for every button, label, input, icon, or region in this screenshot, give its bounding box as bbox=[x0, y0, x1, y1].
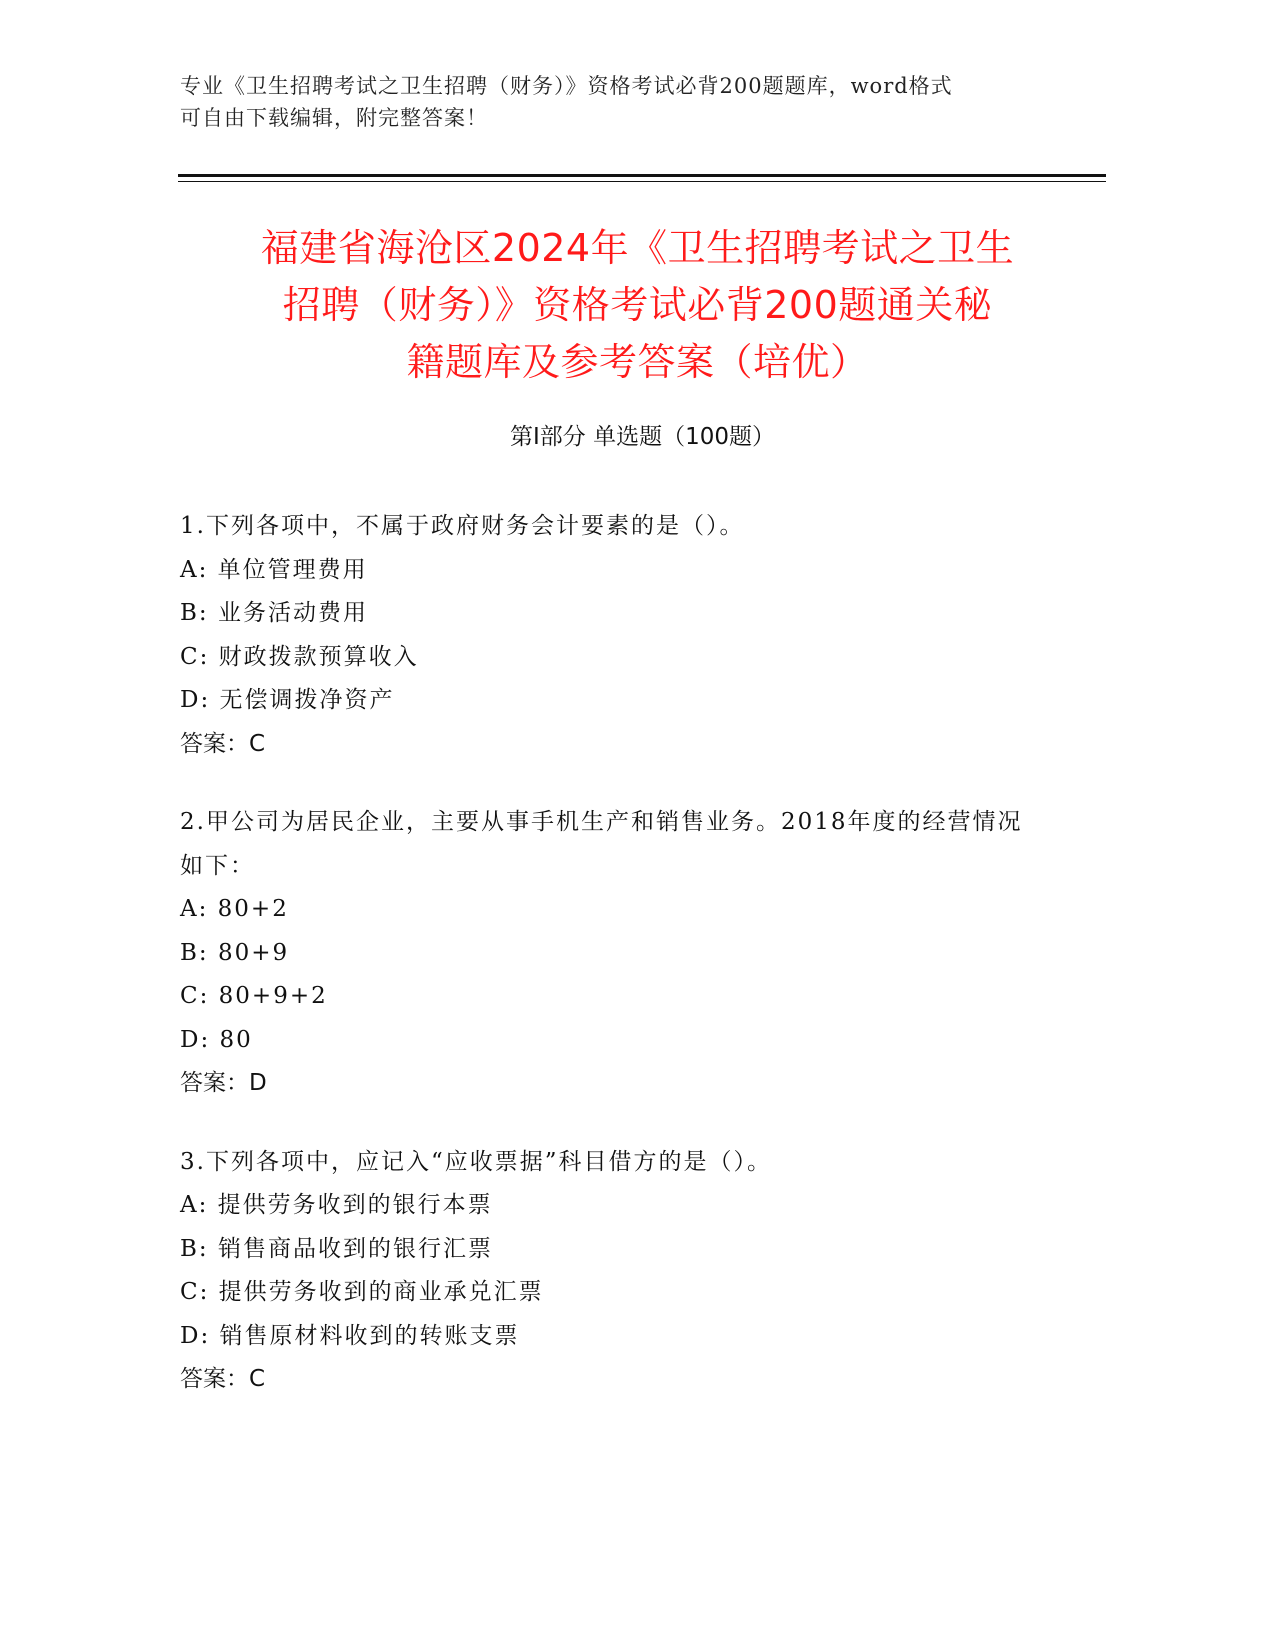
answer: 答案：D bbox=[180, 1070, 267, 1096]
option-c: C: 提供劳务收到的商业承兑汇票 bbox=[180, 1279, 544, 1305]
option-b: B: 业务活动费用 bbox=[180, 600, 368, 626]
question-3 bbox=[180, 1141, 1040, 1402]
header-rule-thin bbox=[178, 181, 1106, 182]
header-note bbox=[180, 70, 1050, 134]
option-a: A: 80+2 bbox=[180, 896, 289, 922]
document-title-line-1: 福建省海沧区2024年《卫生招聘考试之卫生 bbox=[260, 226, 1015, 270]
option-a: A: 单位管理费用 bbox=[180, 556, 368, 583]
question-list bbox=[180, 505, 1040, 1437]
option-c: C: 80+9+2 bbox=[180, 983, 328, 1009]
question-stem: 2.甲公司为居民企业，主要从事手机生产和销售业务。2018年度的经营情况如下： bbox=[180, 809, 1023, 879]
document-title-line-2: 招聘（财务）》资格考试必背200题通关秘 bbox=[282, 283, 993, 327]
header-note-line-1: 专业《卫生招聘考试之卫生招聘（财务）》资格考试必背200题题库，word格式 bbox=[180, 74, 953, 98]
section-title: 第Ⅰ部分 单选题（100题） bbox=[510, 424, 775, 450]
question-stem: 3.下列各项中，应记入“应收票据”科目借方的是（）。 bbox=[180, 1148, 772, 1175]
question-2 bbox=[180, 801, 1040, 1106]
document-title-line-3: 籍题库及参考答案（培优） bbox=[406, 340, 869, 384]
question-1 bbox=[180, 505, 1040, 766]
option-d: D: 无偿调拨净资产 bbox=[180, 687, 395, 713]
option-d: D: 80 bbox=[180, 1026, 253, 1053]
option-b: B: 80+9 bbox=[180, 939, 290, 966]
answer: 答案：C bbox=[180, 730, 266, 757]
answer: 答案：C bbox=[180, 1366, 266, 1392]
document-title bbox=[170, 220, 1105, 391]
header-rule-thick bbox=[178, 174, 1106, 177]
option-c: C: 财政拨款预算收入 bbox=[180, 643, 419, 670]
option-b: B: 销售商品收到的银行汇票 bbox=[180, 1235, 493, 1262]
header-note-line-2: 可自由下载编辑，附完整答案！ bbox=[180, 106, 488, 130]
option-d: D: 销售原材料收到的转账支票 bbox=[180, 1322, 520, 1349]
option-a: A: 提供劳务收到的银行本票 bbox=[180, 1192, 493, 1218]
question-stem: 1.下列各项中，不属于政府财务会计要素的是（）。 bbox=[180, 513, 745, 539]
